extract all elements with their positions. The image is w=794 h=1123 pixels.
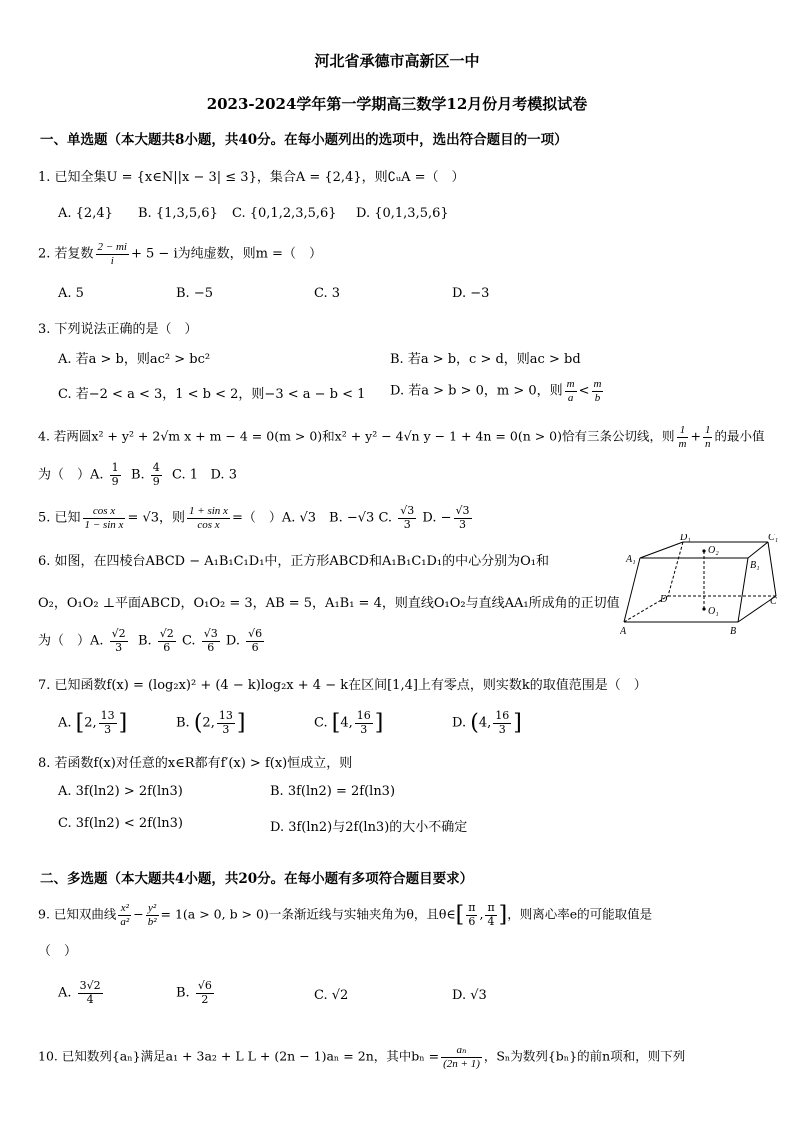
q3-option-a: A. 若a > b，则ac² > bc² [58, 352, 211, 367]
frustum-figure [620, 534, 784, 640]
q7-option-a [58, 710, 127, 736]
q6-line1: 6. 如图，在四棱台ABCD − A₁B₁C₁D₁中，正方形ABCD和A₁B₁C₁D₁的中心分别为O₁和 [38, 554, 549, 569]
exam-title: 2023-2024学年第一学期高三数学12月份月考模拟试卷 [206, 95, 588, 113]
q1-option-a: A. {2,4} [58, 206, 113, 221]
q4-frac2-num: 1 [704, 424, 711, 436]
q8-option-a: A. 3f(ln2) > 2f(ln3) [58, 784, 183, 799]
q9-minus: − [133, 906, 144, 922]
label-d1: D₁ [680, 534, 691, 543]
edge-a-a1 [624, 558, 640, 622]
q9-b-frac [196, 980, 214, 1006]
q9-paren: （ ） [38, 944, 78, 959]
q5-frac2 [187, 505, 230, 531]
q7-c-open: [ [331, 710, 341, 736]
q4-frac2-den: n [704, 437, 711, 450]
q5-option-c [398, 505, 416, 531]
q9-b-num: √6 [197, 979, 212, 992]
q6-c-num: √3 [203, 627, 218, 640]
point-o2 [702, 549, 705, 552]
q4-b-den: 9 [152, 474, 160, 488]
q7-b-den: 3 [222, 722, 230, 736]
label-b1: B₁ [750, 560, 760, 571]
q9-x-den: a² [120, 915, 130, 928]
q9-a-num: 3√2 [79, 979, 101, 992]
q4-option-c: C. 1 [172, 467, 199, 483]
q7-d-open: ( [470, 710, 479, 736]
q5-frac2-num: 1 + sin x [189, 505, 228, 517]
q4-frac1-num: 1 [677, 424, 689, 438]
q9-interval-open: [ [455, 902, 465, 928]
q9-option-a [58, 980, 105, 1006]
q3-stem: 3. 下列说法正确的是（ ） [38, 322, 198, 337]
q9-option-b [176, 980, 216, 1006]
q7-b-num: 13 [218, 709, 233, 722]
q5-mid: = √3，则 [127, 510, 186, 526]
q10-pre: 10. 已知数列{aₙ}满足a₁ + 3a₂ + L L + (2n − 1)aₙ = 2n，其中bₙ = [38, 1048, 440, 1064]
q9-option-d: D. √3 [452, 988, 487, 1003]
q9-pre: 9. 已知双曲线 [38, 906, 117, 922]
point-o1 [702, 607, 705, 610]
q6-option-a [110, 628, 128, 654]
edge-b-b1 [738, 558, 748, 622]
q5-c-den: 3 [403, 517, 411, 531]
q1-option-b: B. {1,3,5,6} [138, 206, 218, 221]
q9-pi4-den: 4 [487, 914, 495, 928]
q7-d-den: 3 [498, 722, 506, 736]
q6-l3: 为（ ）A. [38, 633, 104, 649]
q7-b-label: B. [176, 715, 190, 731]
q2-pre: 2. 若复数 [38, 246, 94, 262]
q6-a-num: √2 [111, 627, 126, 640]
q4-option-a [110, 462, 121, 488]
q9-a-label: A. [58, 985, 72, 1001]
q9-x-num: x² [118, 902, 131, 916]
q4-frac1-den: m [678, 437, 687, 450]
q9-pi4-num: π [487, 901, 495, 914]
edge-a1-d1 [640, 542, 683, 558]
q8-option-d: D. 3f(ln2)与2f(ln3)的大小不确定 [270, 820, 468, 835]
q9-y-den: b² [147, 915, 157, 928]
q5-d-den: 3 [459, 517, 466, 531]
q4-b-label: B. [130, 467, 145, 483]
q9-option-c: C. √2 [314, 988, 349, 1003]
q1-option-d: D. {0,1,3,5,6} [356, 206, 449, 221]
q10-stem [38, 1044, 685, 1070]
q9-frac-x [118, 902, 131, 928]
q7-d-value: 4, [478, 715, 492, 731]
q7-d-num: 16 [495, 709, 510, 722]
q5-d-num: √3 [455, 504, 470, 517]
q7-a-close: ] [118, 710, 128, 736]
q9-a-den: 4 [86, 992, 94, 1006]
q7-a-open: [ [75, 710, 85, 736]
q7-d-label: D. [452, 715, 467, 731]
q10-post: ，Sₙ为数列{bₙ}的前n项和，则下列 [483, 1048, 686, 1064]
q4-option-d: D. 3 [210, 467, 237, 483]
q4-frac1 [677, 424, 689, 450]
label-a1: A₁ [626, 554, 636, 565]
q5-option-d [454, 505, 472, 531]
q3-d-lt: < [578, 383, 590, 399]
q4-options [38, 462, 237, 488]
q6-a-den: 3 [115, 640, 123, 654]
edge-c-c1 [768, 542, 776, 596]
q2-fraction [96, 241, 129, 267]
q7-stem: 7. 已知函数f(x) = (log₂x)² + (4 − k)log₂x + 4 − k在区间[1,4]上有零点，则实数k的取值范围是（ ） [38, 678, 647, 693]
q4-plus: + [690, 428, 701, 444]
q9-mid: = 1(a > 0, b > 0)一条渐近线与实轴夹角为θ，且θ∈ [160, 906, 456, 922]
q3-d-frac2 [592, 378, 604, 404]
q7-c-frac [355, 710, 373, 736]
q9-pi4 [485, 902, 496, 928]
q6-d-num: √6 [248, 627, 263, 640]
q7-c-close: ] [374, 710, 384, 736]
q2-option-b: B. −5 [176, 286, 213, 301]
q6-d-den: 6 [251, 640, 259, 654]
q3-d-den1: a [567, 391, 574, 404]
q7-a-label: A. [58, 715, 72, 731]
q4-text: 4. 若两圆x² + y² + 2√m x + m − 4 = 0(m > 0)和x² + y² − 4√n y − 1 + 4n = 0(n > 0)恰有三条公切线，则 [38, 428, 675, 444]
q5-frac2-den: cos x [197, 518, 220, 531]
q7-b-frac [217, 710, 235, 736]
q5-post: =（ ）A. √3 B. −√3 C. [231, 510, 393, 526]
section-1-heading: 一、单选题（本大题共8小题，共40分。在每小题列出的选项中，选出符合题目的一项） [40, 132, 568, 148]
q4-option-b [151, 462, 162, 488]
q7-b-open: ( [193, 710, 203, 736]
q8-stem: 8. 若函数f(x)对任意的x∈R都有f′(x) > f(x)恒成立，则 [38, 756, 353, 771]
q9-y-num: y² [146, 902, 159, 916]
q2-num: 2 − mi [97, 241, 127, 253]
q7-option-d [452, 710, 522, 736]
label-b: B [730, 626, 737, 637]
q7-c-label: C. [314, 715, 328, 731]
q6-c-label: C. [181, 633, 196, 649]
q3-option-d [390, 378, 605, 404]
q5-frac1 [83, 505, 126, 531]
q6-option-d [246, 628, 264, 654]
q4-stem [38, 424, 764, 450]
q7-d-close: ] [513, 710, 522, 736]
q4-a-den: 9 [111, 474, 119, 488]
q1-option-c: C. {0,1,2,3,5,6} [232, 206, 337, 221]
q7-d-frac [493, 710, 511, 736]
q7-option-c [314, 710, 383, 736]
q8-option-c: C. 3f(ln2) < 2f(ln3) [58, 816, 183, 831]
q4-a-num: 1 [111, 461, 119, 474]
q7-b-close: ] [236, 710, 246, 736]
q5-pre: 5. 已知 [38, 510, 81, 526]
label-c1: C₁ [768, 534, 779, 543]
edge-d-d1 [668, 542, 683, 596]
q9-tail: ，则离心率e的可能取值是 [507, 906, 653, 922]
q1-stem: 1. 已知全集U = {x∈N||x − 3| ≤ 3}，集合A = {2,4}，则∁ᵤA =（ ） [38, 170, 465, 185]
q7-b-value: 2, [202, 715, 215, 731]
q2-den: i [110, 254, 114, 267]
label-d: D [660, 594, 668, 605]
q5-stem [38, 505, 474, 531]
q7-c-num: 16 [356, 709, 371, 722]
q3-d-num1: m [566, 378, 575, 390]
q10-num: aₙ [441, 1044, 482, 1058]
q9-pi6-num: π [468, 901, 476, 914]
q3-d-pre: D. 若a > b > 0，m > 0，则 [390, 383, 563, 399]
q9-b-den: 2 [201, 992, 209, 1006]
q7-c-den: 3 [360, 722, 368, 736]
q3-option-c: C. 若−2 < a < 3，1 < b < 2，则−3 < a − b < 1 [58, 387, 366, 402]
q9-b-label: B. [176, 985, 190, 1001]
q9-stem [38, 902, 652, 928]
label-a: A [620, 626, 627, 637]
q6-option-c [202, 628, 220, 654]
q4-cont: 为（ ）A. [38, 467, 104, 483]
q9-interval-close: ] [498, 902, 508, 928]
q3-option-b: B. 若a > b，c > d，则ac > bd [390, 352, 581, 367]
label-o1: O₁ [708, 606, 719, 617]
q9-frac-y [146, 902, 159, 928]
q6-b-num: √2 [159, 627, 174, 640]
q3-d-frac1 [565, 378, 577, 404]
q4-frac2 [703, 424, 713, 450]
q9-comma: , [479, 906, 484, 922]
q7-option-b [176, 710, 245, 736]
section-2-heading: 二、多选题（本大题共4小题，共20分。在每小题有多项符合题目要求） [40, 871, 474, 887]
q7-a-value: 2, [84, 715, 97, 731]
label-c: C [770, 596, 777, 607]
q2-option-d: D. −3 [452, 286, 490, 301]
q3-d-den2: b [594, 391, 601, 404]
q4-b-num: 4 [152, 461, 160, 474]
q6-b-label: B. [137, 633, 152, 649]
label-o2: O₂ [708, 545, 719, 556]
q7-c-value: 4, [340, 715, 353, 731]
q5-frac1-den: 1 − sin x [84, 518, 124, 531]
q5-c-num: √3 [400, 504, 415, 517]
q10-frac [441, 1044, 482, 1070]
q4-tail: 的最小值 [714, 428, 765, 444]
q7-a-den: 3 [104, 722, 112, 736]
q5-frac1-num: cos x [83, 505, 126, 519]
q6-d-label: D. [225, 633, 240, 649]
q6-options [38, 628, 266, 654]
q7-a-num: 13 [100, 709, 115, 722]
q2-option-a: A. 5 [58, 286, 84, 301]
q9-a-frac [78, 980, 103, 1006]
q7-a-frac [99, 710, 117, 736]
q8-option-b: B. 3f(ln2) = 2f(ln3) [270, 784, 396, 799]
q9-pi6 [466, 902, 477, 928]
q10-den: (2n + 1) [443, 1057, 480, 1070]
q6-c-den: 6 [207, 640, 215, 654]
q3-d-num2: m [593, 378, 602, 390]
q2-stem [38, 241, 322, 267]
q5-d-label: D. − [422, 510, 452, 526]
edge-b1-c1 [748, 542, 768, 558]
q2-option-c: C. 3 [314, 286, 341, 301]
q6-b-den: 6 [163, 640, 171, 654]
school-title: 河北省承德市高新区一中 [314, 52, 480, 70]
q6-option-b [158, 628, 176, 654]
q6-line2: O₂，O₁O₂ ⊥平面ABCD，O₁O₂ = 3，AB = 5，A₁B₁ = 4，则直线O₁O₂与直线AA₁所成角的正切值 [38, 596, 620, 611]
q2-post: + 5 − i为纯虚数，则m =（ ） [130, 246, 322, 262]
q9-pi6-den: 6 [468, 914, 476, 928]
